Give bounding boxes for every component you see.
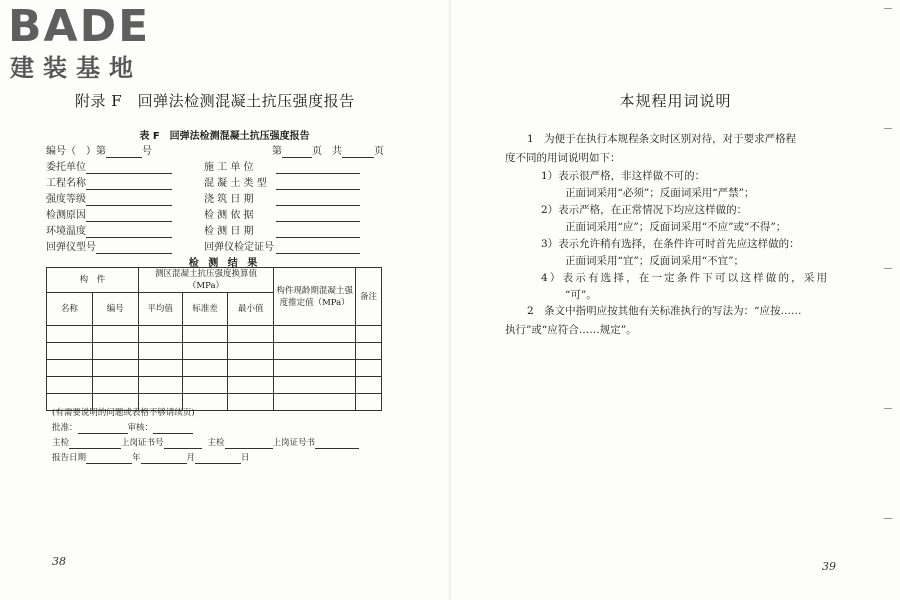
edge-mark: [884, 128, 892, 129]
form-field: 检 测 日 期: [204, 226, 360, 238]
list-item: 正面词采用“必须”；反面词采用“严禁”；: [565, 187, 755, 199]
header-number: 编号: [92, 293, 138, 326]
page-label-a: 第: [272, 146, 282, 157]
header-mean: 平均值: [138, 293, 182, 326]
list-item: 4）表示有选择，在一定条件下可以这样做的，采用: [541, 272, 830, 284]
form-field: 施 工 单 位: [204, 162, 360, 174]
header-std: 标准差: [182, 293, 228, 326]
logo: [8, 1, 178, 84]
serial-label-b: 号: [142, 146, 152, 157]
list-item: “可”。: [565, 289, 597, 301]
page-count-field: [272, 146, 384, 158]
header-name: 名称: [47, 293, 93, 326]
logo-brand: BADE: [8, 1, 151, 52]
results-title: 检 测 结 果: [188, 258, 261, 269]
table-title: 表 F 回弹法检测混凝土抗压强度报告: [139, 131, 310, 142]
form-field: 强度等级: [46, 194, 172, 206]
table-row: [47, 326, 382, 343]
paragraph-2: 2 条文中指明应按其他有关标准执行的写法为：“应按…… 执行”或“应符合……规定”。: [505, 305, 802, 336]
list-item: 正面词采用“宜”；反面词采用“不宜”；: [565, 255, 744, 267]
form-field: 检测原因: [46, 210, 172, 222]
form-field: 工程名称: [46, 178, 172, 190]
header-min: 最小值: [228, 293, 274, 326]
approval-line: 批准： 审核：: [52, 423, 193, 434]
form-field: 检 测 依 据: [204, 210, 360, 222]
list-item: 3）表示允许稍有选择，在条件许可时首先应这样做的：: [541, 238, 800, 250]
edge-mark: [884, 408, 892, 409]
page-label-c: 页: [374, 146, 384, 157]
paragraph-1: 1 为便于在执行本规程条文时区别对待，对于要求严格程 度不同的用词说明如下：: [505, 133, 797, 164]
list-item: 1）表示很严格，非这样做不可的：: [541, 170, 706, 182]
serial-number-field: [46, 146, 152, 158]
form-field: 混 凝 土 类 型: [204, 178, 360, 190]
table-row: [47, 343, 382, 360]
table-row: [47, 360, 382, 377]
logo-subtitle: 建装基地: [10, 54, 142, 82]
header-remark: 备注: [356, 268, 382, 326]
form-field: 回弹仪型号: [46, 242, 172, 254]
form-field: 回弹仪检定证号: [204, 242, 360, 254]
header-component: 构 件: [47, 268, 139, 293]
list-item: 正面词采用“应”；反面词采用“不应”或“不得”；: [565, 221, 787, 233]
edge-mark: [884, 518, 892, 519]
table-header-row: [47, 268, 382, 293]
results-table: [46, 267, 382, 411]
form-field: 浇 筑 日 期: [204, 194, 360, 206]
page-number-right: 39: [822, 560, 836, 573]
inspector-line: 主检 上岗证书号 主检 上岗证号书: [52, 438, 359, 449]
page-label-b: 页 共: [312, 146, 342, 157]
table-row: [47, 377, 382, 394]
report-date-line: 报告日期 年 月 日: [52, 453, 250, 463]
footer-note: (有需要说明的问题或表格不够请续页): [52, 408, 195, 418]
right-page-title: 本规程用词说明: [619, 92, 732, 110]
appendix-title: 附录 F 回弹法检测混凝土抗压强度报告: [75, 92, 355, 110]
form-field: 环境温度: [46, 226, 172, 238]
list-item: 2）表示严格，在正常情况下均应这样做的：: [541, 204, 748, 216]
header-zone-strength: 测区混凝土抗压强度换算值（MPa）: [138, 268, 274, 293]
header-estimate: 构件现龄期混凝土强度推定值（MPa）: [274, 268, 356, 326]
edge-mark: [884, 268, 892, 269]
page-number-left: 38: [52, 555, 66, 568]
form-field: 委托单位: [46, 162, 172, 174]
serial-label-a: 编号（ ）第: [46, 146, 106, 157]
edge-mark: [884, 8, 892, 9]
